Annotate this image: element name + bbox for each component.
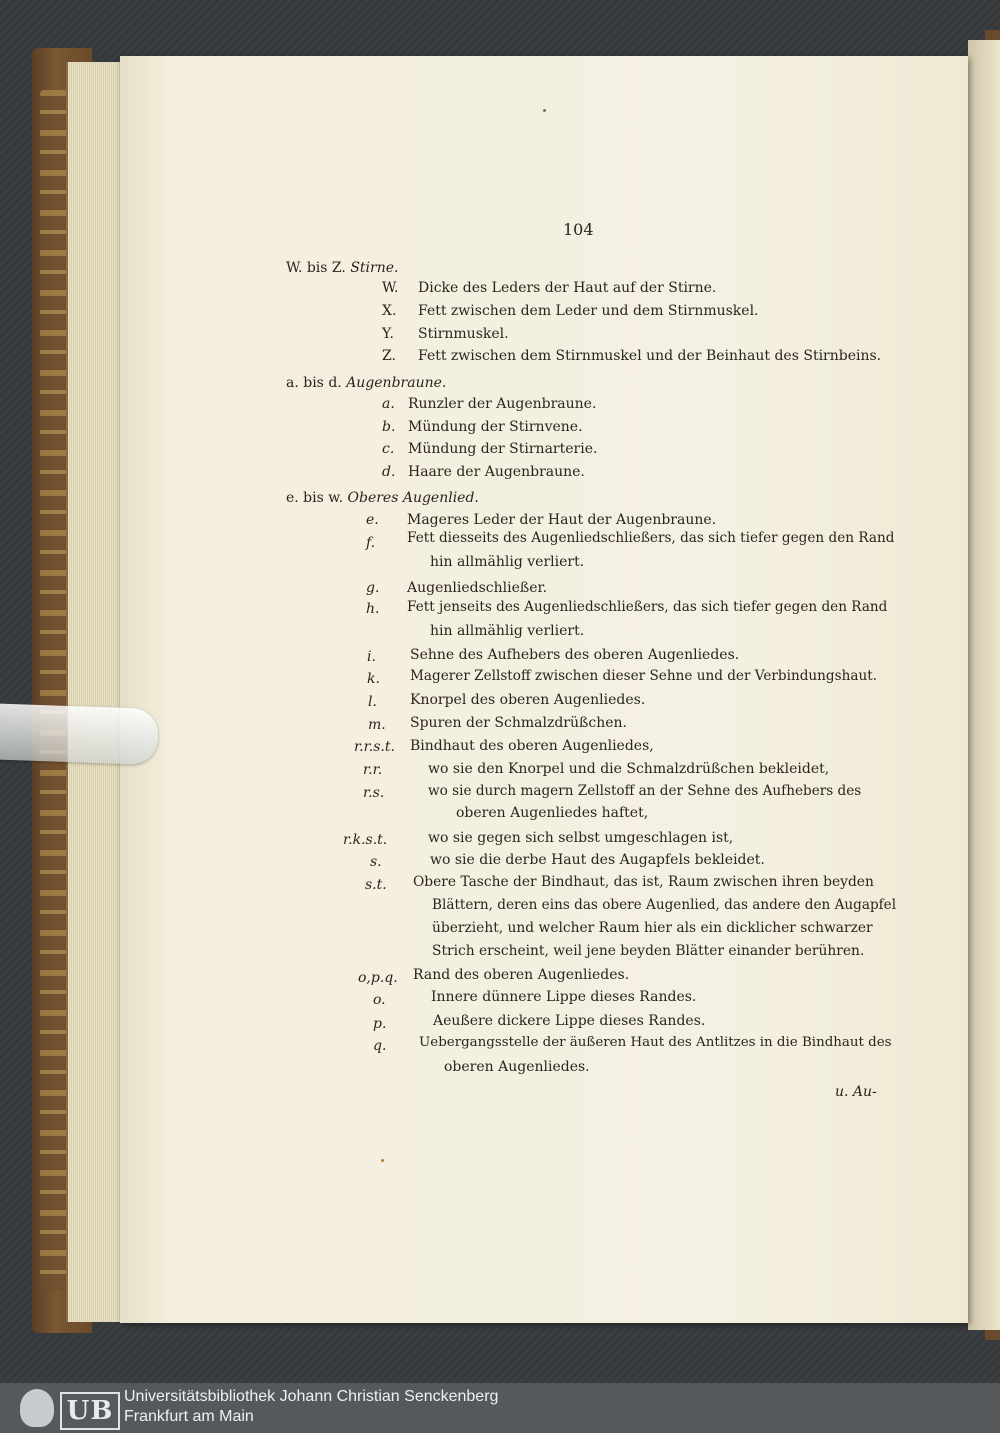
entry-label: l.	[368, 694, 377, 710]
book-page	[120, 56, 968, 1323]
entry-text: Fett diesseits des Augenliedschließers, das sich tiefer gegen den Rand	[407, 530, 895, 546]
entry-label: s.	[370, 854, 382, 870]
ink-speck	[381, 1159, 384, 1162]
entry-text: wo sie die derbe Haut des Augapfels bekleidet.	[430, 852, 765, 868]
entry-text: Uebergangsstelle der äußeren Haut des Antlitzes in die Bindhaut des	[419, 1035, 892, 1050]
entry-text: Stirnmuskel.	[418, 326, 509, 342]
entry-label: b.	[382, 419, 396, 435]
library-name: Universitätsbibliothek Johann Christian Senckenberg	[124, 1388, 499, 1405]
page-edges	[66, 62, 126, 1322]
entry-text: Dicke des Leders der Haut auf der Stirne.	[418, 280, 717, 296]
page-holder-strip	[0, 703, 159, 765]
entry-label: W.	[382, 280, 399, 296]
entry-text: Fett jenseits des Augenliedschließers, das sich tiefer gegen den Rand	[407, 599, 888, 615]
entry-text: Aeußere dickere Lippe dieses Randes.	[433, 1013, 706, 1029]
entry-text: Haare der Augenbraune.	[408, 464, 585, 480]
entry-text: wo sie durch magern Zellstoff an der Sehne des Aufhebers des	[428, 783, 862, 799]
entry-label: o,p.q.	[358, 970, 398, 986]
entry-text: Fett zwischen dem Stirnmuskel und der Beinhaut des Stirnbeins.	[418, 348, 882, 364]
entry-text-continued: oberen Augenliedes haftet,	[456, 805, 649, 821]
entry-label: o.	[373, 992, 386, 1008]
spine-ornament	[40, 90, 68, 1290]
entry-text: Obere Tasche der Bindhaut, das ist, Raum zwischen ihren beyden	[413, 874, 874, 890]
entry-label: h.	[366, 601, 380, 617]
entry-label: q.	[373, 1038, 387, 1054]
entry-label: c.	[382, 441, 395, 457]
entry-text: Spuren der Schmalzdrüßchen.	[410, 715, 627, 731]
entry-label: f.	[366, 535, 376, 551]
entry-text: Runzler der Augenbraune.	[408, 396, 597, 412]
entry-label: r.k.s.t.	[343, 832, 388, 848]
library-location: Frankfurt am Main	[124, 1408, 254, 1425]
entry-text: Sehne des Aufhebers des oberen Augenliedes.	[410, 647, 740, 663]
entry-label: g.	[366, 580, 380, 596]
section-heading: a. bis d. Augenbraune.	[286, 375, 447, 391]
entry-text: Bindhaut des oberen Augenliedes,	[410, 738, 654, 754]
entry-text: Mündung der Stirnarterie.	[408, 441, 598, 457]
entry-label: p.	[373, 1016, 387, 1032]
entry-label: e.	[366, 512, 379, 528]
entry-label: Z.	[382, 348, 396, 364]
entry-label: a.	[382, 396, 395, 412]
entry-text-continued: Strich erscheint, weil jene beyden Blätter einander berühren.	[432, 943, 865, 959]
entry-label: d.	[382, 464, 396, 480]
entry-text: Magerer Zellstoff zwischen dieser Sehne und der Verbindungshaut.	[410, 668, 877, 684]
entry-label: i.	[367, 649, 376, 665]
entry-label: s.t.	[365, 877, 387, 893]
entry-text: wo sie den Knorpel und die Schmalzdrüßchen bekleidet,	[428, 761, 830, 777]
entry-text-continued: Blättern, deren eins das obere Augenlied, das andere den Augapfel	[432, 897, 897, 913]
entry-text-continued: hin allmählig verliert.	[430, 554, 585, 570]
entry-text-continued: hin allmählig verliert.	[430, 623, 585, 639]
section-heading: e. bis w. Oberes Augenlied.	[286, 490, 479, 506]
entry-label: k.	[367, 671, 380, 687]
entry-text: wo sie gegen sich selbst umgeschlagen ist,	[428, 830, 734, 846]
section-heading: W. bis Z. Stirne.	[286, 260, 399, 276]
entry-text: Fett zwischen dem Leder und dem Stirnmuskel.	[418, 303, 759, 319]
facing-page-edge	[968, 40, 1000, 1330]
entry-text-continued: überzieht, und welcher Raum hier als ein dicklicher schwarzer	[432, 920, 873, 936]
entry-text: Mageres Leder der Haut der Augenbraune.	[407, 512, 717, 528]
entry-text: Augenliedschließer.	[407, 580, 548, 596]
entry-text-continued: oberen Augenliedes.	[444, 1059, 590, 1075]
ub-logo: UB	[60, 1392, 120, 1430]
catchword: u. Au-	[835, 1084, 877, 1100]
entry-label: r.r.	[363, 762, 383, 778]
entry-label: m.	[368, 717, 386, 733]
entry-text: Knorpel des oberen Augenliedes.	[410, 692, 646, 708]
entry-label: Y.	[382, 326, 394, 342]
entry-text: Innere dünnere Lippe dieses Randes.	[431, 989, 697, 1005]
entry-text: Mündung der Stirnvene.	[408, 419, 583, 435]
ink-speck	[543, 109, 546, 112]
entry-label: r.s.	[363, 785, 385, 801]
page-number: 104	[563, 220, 594, 239]
entry-text: Rand des oberen Augenliedes.	[413, 967, 630, 983]
entry-label: X.	[382, 303, 397, 319]
entry-label: r.r.s.t.	[354, 739, 395, 755]
library-portrait-logo	[20, 1389, 54, 1427]
